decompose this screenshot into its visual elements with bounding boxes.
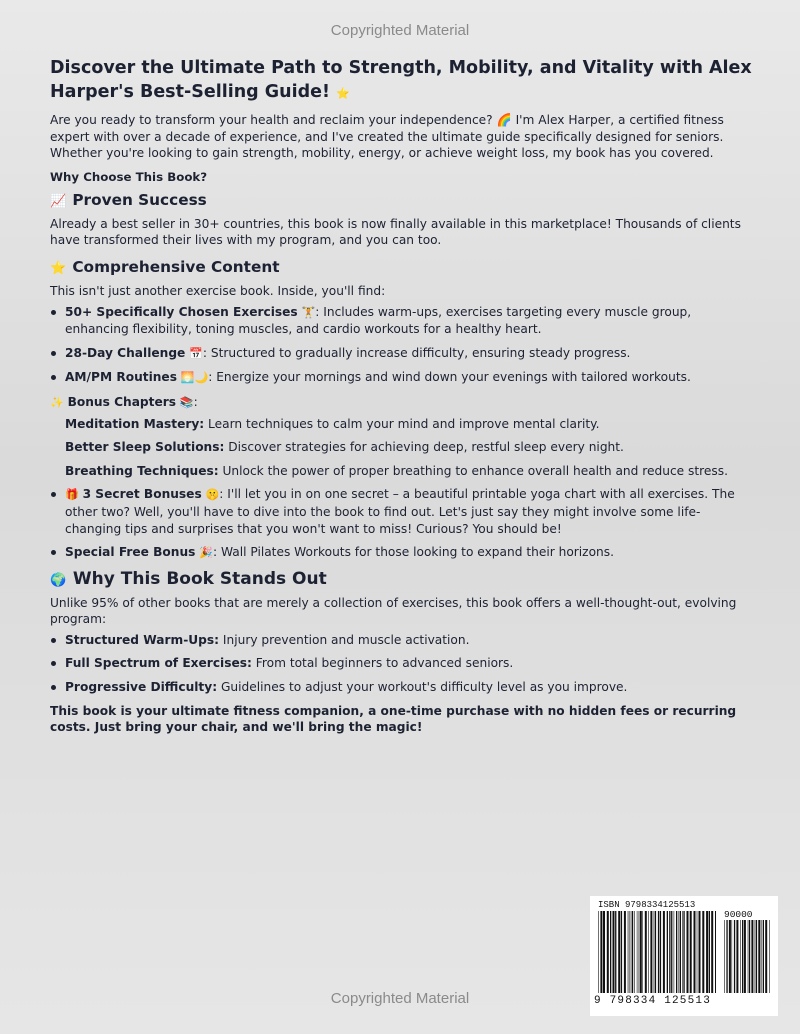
gift-icon: 🎁 <box>65 488 79 502</box>
watermark-bottom: Copyrighted Material <box>330 990 470 1007</box>
barcode-bar <box>631 911 632 993</box>
party-icon: 🎉 <box>199 546 213 560</box>
barcode-bar <box>648 911 649 993</box>
calendar-icon: 📅 <box>189 346 203 360</box>
sub-item-label: Breathing Techniques: <box>65 463 219 478</box>
barcode-bar <box>642 911 643 993</box>
list-item <box>50 632 755 649</box>
list-item <box>50 486 755 537</box>
headline-text: Discover the Ultimate Path to Strength, Mobility, and Vitality with Alex Harper's Best-Selling Guide! <box>50 58 752 102</box>
comprehensive-title: Comprehensive Content <box>72 257 280 276</box>
comprehensive-heading <box>50 257 755 279</box>
list-item <box>50 679 755 696</box>
barcode-bar <box>629 911 630 993</box>
barcode-bar <box>734 920 735 993</box>
barcode-bar <box>640 911 642 993</box>
barcode-bar <box>607 911 609 993</box>
stands-out-intro: Unlike 95% of other books that are merely a collection of exercises, this book offers a well-thought-out, evolving program: <box>50 595 737 627</box>
item-label: Special Free Bonus <box>65 545 196 560</box>
barcode-bar <box>702 911 704 993</box>
star-icon: ⭐ <box>336 87 350 100</box>
barcode-bars-addon <box>724 920 770 993</box>
item-label: Progressive Difficulty: <box>65 680 218 695</box>
barcode-bar <box>683 911 684 993</box>
item-label: Full Spectrum of Exercises: <box>65 656 252 671</box>
item-text: : Wall Pilates Workouts for those looking to expand their horizons. <box>213 545 614 560</box>
comprehensive-intro: This isn't just another exercise book. Inside, you'll find: <box>50 283 386 298</box>
feature-list <box>50 304 755 562</box>
barcode-bar <box>726 920 727 993</box>
barcode-bar <box>715 911 716 993</box>
barcode-bar <box>621 911 622 993</box>
star-icon: ⭐ <box>50 260 67 276</box>
book-description <box>50 56 755 736</box>
item-text: : Includes warm-ups, exercises targeting every muscle group, enhancing flexibility, toning muscles, and cardio workouts for a healthy heart. <box>65 304 692 337</box>
barcode-bar <box>724 920 725 993</box>
smile-icon: 🤫 <box>205 488 220 502</box>
barcode-bar <box>761 920 762 993</box>
barcode-digits: 9 798334 125513 <box>594 995 712 1007</box>
barcode-bar <box>697 911 698 993</box>
list-item <box>50 655 755 672</box>
headline <box>50 56 755 106</box>
barcode-bar <box>658 911 659 993</box>
item-text: : Energize your mornings and wind down your evenings with tailored workouts. <box>208 370 691 385</box>
barcode-bar <box>732 920 733 993</box>
barcode-bar <box>679 911 680 993</box>
barcode-bar <box>674 911 675 993</box>
barcode-bars-main <box>598 911 716 993</box>
barcode-bar <box>690 911 692 993</box>
sub-item-text: Discover strategies for achieving deep, restful sleep every night. <box>224 440 624 455</box>
item-label: AM/PM Routines <box>65 370 177 385</box>
barcode-bar <box>742 920 743 993</box>
barcode-bar <box>740 920 741 993</box>
barcode-bar <box>680 911 681 993</box>
barcode-bar <box>618 911 620 993</box>
intro-paragraph: Are you ready to transform your health and reclaim your independence? 🌈 I'm Alex Harper, a certified fitness expert with over a decade of experience, and I've created the ultimate guide specifically designed for seniors. Whether you're looking to gain strength, mobility, energy, or achieve weight loss, my book has you covered. <box>50 113 724 161</box>
barcode-bar <box>663 911 665 993</box>
barcode-addon-digits: 90000 <box>724 909 753 920</box>
barcode-bar <box>709 911 710 993</box>
item-text: From total beginners to advanced seniors. <box>251 656 514 671</box>
list-item <box>50 345 755 363</box>
barcode-bar <box>650 911 652 993</box>
barcode-bar <box>628 911 629 993</box>
barcode-bar <box>610 911 611 993</box>
barcode-bar <box>637 911 638 993</box>
sparkles-icon: ✨ <box>50 395 64 409</box>
item-text: Guidelines to adjust your workout's difficulty level as you improve. <box>217 680 628 695</box>
barcode-bar <box>765 920 767 993</box>
barcode-bar <box>758 920 760 993</box>
globe-icon: 🌍 <box>50 572 67 588</box>
why-choose-heading: Why Choose This Book? <box>50 169 208 184</box>
proven-success-title: Proven Success <box>72 190 207 209</box>
barcode-bar <box>706 911 708 993</box>
barcode-bar <box>694 911 696 993</box>
list-item <box>50 304 755 338</box>
sub-item <box>65 416 755 433</box>
barcode-bar <box>645 911 647 993</box>
barcode-bar <box>655 911 656 993</box>
proven-success-heading <box>50 190 755 212</box>
barcode-bar <box>632 911 633 993</box>
item-label: 28-Day Challenge <box>65 345 186 360</box>
item-label: 50+ Specifically Chosen Exercises <box>65 304 298 319</box>
sub-item-text: Learn techniques to calm your mind and improve mental clarity. <box>204 416 600 431</box>
barcode-bar <box>654 911 655 993</box>
books-icon: 📚 <box>179 395 194 409</box>
barcode-bar <box>748 920 749 993</box>
barcode-bar <box>769 920 770 993</box>
barcode-bar <box>756 920 757 993</box>
barcode-bar <box>682 911 683 993</box>
sub-item-text: Unlock the power of proper breathing to enhance overall health and reduce stress. <box>218 463 728 478</box>
list-item-bonus-chapters: ✨ Bonus Chapters 📚: Meditation Mastery: Learn techniques to calm your mind and improve mental clarity. Better Sleep Solutions: Discover strategies for achieving deep, restful sleep every night. Breathing Techniques: Unlock the power of proper breathing to enhance overall health and reduce stress. <box>50 394 755 479</box>
barcode-bar <box>669 911 670 993</box>
isbn-label: ISBN 9798334125513 <box>598 900 696 910</box>
barcode-bar <box>613 911 615 993</box>
barcode-bar <box>729 920 731 993</box>
barcode-bar <box>634 911 635 993</box>
item-text: : Structured to gradually increase difficulty, ensuring steady progress. <box>202 345 631 360</box>
stands-out-list <box>50 632 755 696</box>
barcode-bar <box>755 920 756 993</box>
barcode-bar <box>749 920 750 993</box>
barcode-bar <box>744 920 746 993</box>
item-label: Structured Warm-Ups: <box>65 632 220 647</box>
sub-item <box>65 439 755 456</box>
sunrise-icon: 🌅 <box>180 371 195 385</box>
item-label: 3 Secret Bonuses <box>82 487 202 502</box>
list-item <box>50 544 755 562</box>
bonus-chapters-label: Bonus Chapters <box>67 394 177 409</box>
closing-paragraph: This book is your ultimate fitness companion, a one-time purchase with no hidden fees or recurring costs. Just bring your chair, and we'll bring the magic! <box>50 703 737 735</box>
barcode-bar <box>671 911 672 993</box>
barcode-bar <box>598 911 599 993</box>
barcode-bar <box>699 911 701 993</box>
barcode-bar <box>624 911 626 993</box>
sub-item-label: Meditation Mastery: <box>65 416 205 431</box>
list-item <box>50 369 755 387</box>
chart-icon: 📈 <box>50 193 67 209</box>
barcode-bar <box>639 911 640 993</box>
barcode-bar <box>603 911 605 993</box>
barcode-bar <box>660 911 661 993</box>
barcode-bar <box>676 911 677 993</box>
stands-out-title: Why This Book Stands Out <box>72 568 327 589</box>
barcode-bar <box>687 911 689 993</box>
sub-item-label: Better Sleep Solutions: <box>65 440 225 455</box>
barcode-bar <box>600 911 602 993</box>
bonus-chapters-list <box>65 416 755 480</box>
dumbbell-icon: 🏋 <box>301 305 316 319</box>
barcode-bar <box>736 920 738 993</box>
sub-item <box>65 463 755 480</box>
barcode-bar <box>667 911 668 993</box>
item-text: Injury prevention and muscle activation. <box>219 632 470 647</box>
barcode-bar <box>751 920 753 993</box>
barcode-bar <box>711 911 713 993</box>
moon-icon: 🌙 <box>194 371 209 385</box>
stands-out-heading <box>50 569 755 591</box>
barcode-bar <box>763 920 764 993</box>
proven-success-text: Already a best seller in 30+ countries, this book is now finally available in this marketplace! Thousands of clients have transformed their lives with my program, and you can too. <box>50 216 741 248</box>
barcode-bar <box>615 911 616 993</box>
item-text: : I'll let you in on one secret – a beautiful printable yoga chart with all exercises. The other two? Well, you'll have to dive into the book to find out. Let's just say they might involve some life-changing tips and surprises that you won't want to miss! Curious? You should be! <box>65 487 735 536</box>
watermark-top: Copyrighted Material <box>330 22 470 39</box>
